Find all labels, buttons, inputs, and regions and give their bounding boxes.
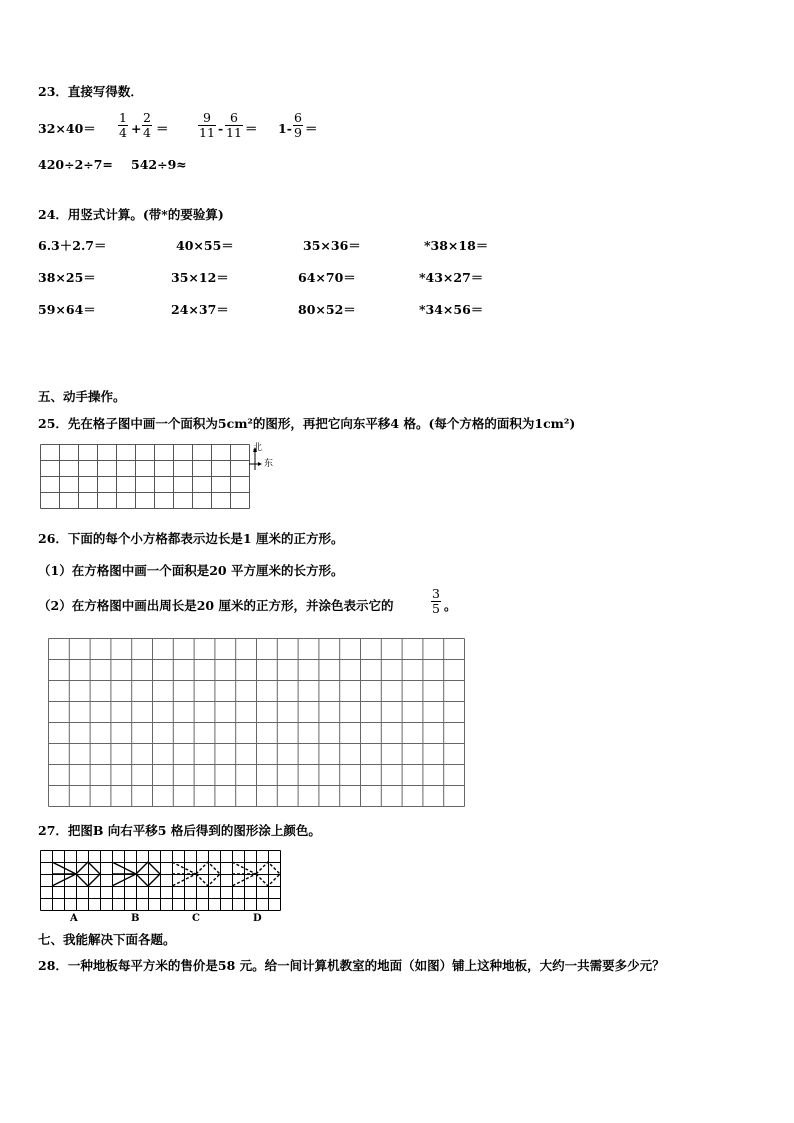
q23-op: +	[131, 121, 142, 136]
q23-frac-4	[225, 111, 243, 140]
shape-label-a: A	[70, 913, 78, 924]
section-5-heading: 五、动手操作。	[38, 389, 126, 404]
denominator: 11	[226, 125, 242, 140]
shape-label-d: D	[253, 913, 262, 924]
q23-eq: ＝	[305, 121, 318, 136]
numerator: 9	[202, 110, 211, 125]
q26-part-1: （1）在方格图中画一个面积是20 平方厘米的长方形。	[38, 563, 344, 578]
section-7-heading: 七、我能解决下面各题。	[38, 932, 176, 947]
q24-cell: 59×64＝	[38, 302, 96, 317]
numerator: 3	[432, 586, 440, 601]
denominator: 4	[119, 125, 127, 140]
compass-east-label: 东	[264, 459, 274, 469]
q23-expr-1: 32×40＝	[38, 121, 96, 136]
shape-label-b: B	[131, 913, 140, 924]
q23-expr-5: 420÷2÷7=	[38, 157, 113, 172]
q24-cell: 6.3＋2.7＝	[38, 238, 107, 253]
q23-frac-5	[293, 111, 303, 140]
q26-title: 26．下面的每个小方格都表示边长是1 厘米的正方形。	[38, 531, 344, 546]
shape-label-c: C	[192, 913, 200, 924]
denominator: 5	[432, 601, 440, 616]
q26-part-2: （2）在方格图中画出周长是20 厘米的正方形，并涂色表示它的	[38, 598, 394, 613]
q23-eq: ＝	[245, 121, 258, 136]
q27-title: 27．把图B 向右平移5 格后得到的图形涂上颜色。	[38, 823, 321, 838]
q23-frac-2	[142, 111, 152, 140]
numerator: 6	[294, 110, 302, 125]
q24-cell: 35×12＝	[171, 270, 229, 285]
q24-cell: *34×56＝	[419, 302, 484, 317]
q23-frac-3	[198, 111, 216, 140]
q23-prefix: 1-	[278, 121, 292, 136]
q24-cell: 80×52＝	[298, 302, 356, 317]
numerator: 6	[229, 110, 238, 125]
numerator: 2	[143, 110, 151, 125]
q26-grid	[48, 638, 466, 808]
q23-eq: ＝	[156, 121, 169, 136]
q25-grid	[40, 444, 250, 510]
q24-cell: *38×18＝	[424, 238, 489, 253]
q23-expr-6: 542÷9≈	[131, 157, 187, 172]
q24-cell: 35×36＝	[303, 238, 361, 253]
q23-title: 23．直接写得数．	[38, 84, 143, 99]
q24-title: 24．用竖式计算。(带*的要验算)	[38, 207, 224, 222]
q24-cell: *43×27＝	[419, 270, 484, 285]
q27-grid	[40, 850, 282, 912]
q25-title: 25．先在格子图中画一个面积为5cm²的图形，再把它向东平移4 格。(每个方格的面积为1cm²)	[38, 416, 576, 431]
q26-fraction	[431, 587, 441, 616]
q23-frac-1	[118, 111, 128, 140]
q23-op: -	[218, 121, 224, 136]
q24-cell: 64×70＝	[298, 270, 356, 285]
q28-title: 28．一种地板每平方米的售价是58 元。给一间计算机教室的地面（如图）铺上这种地板，大约一共需要多少元？	[38, 958, 665, 973]
q24-cell: 40×55＝	[176, 238, 234, 253]
compass-north-label: 北	[253, 443, 263, 453]
q24-cell: 38×25＝	[38, 270, 96, 285]
q24-cell: 24×37＝	[171, 302, 229, 317]
numerator: 1	[119, 110, 127, 125]
denominator: 11	[199, 125, 215, 140]
denominator: 9	[294, 125, 302, 140]
q26-part-2-end: 。	[444, 598, 457, 613]
denominator: 4	[143, 125, 151, 140]
